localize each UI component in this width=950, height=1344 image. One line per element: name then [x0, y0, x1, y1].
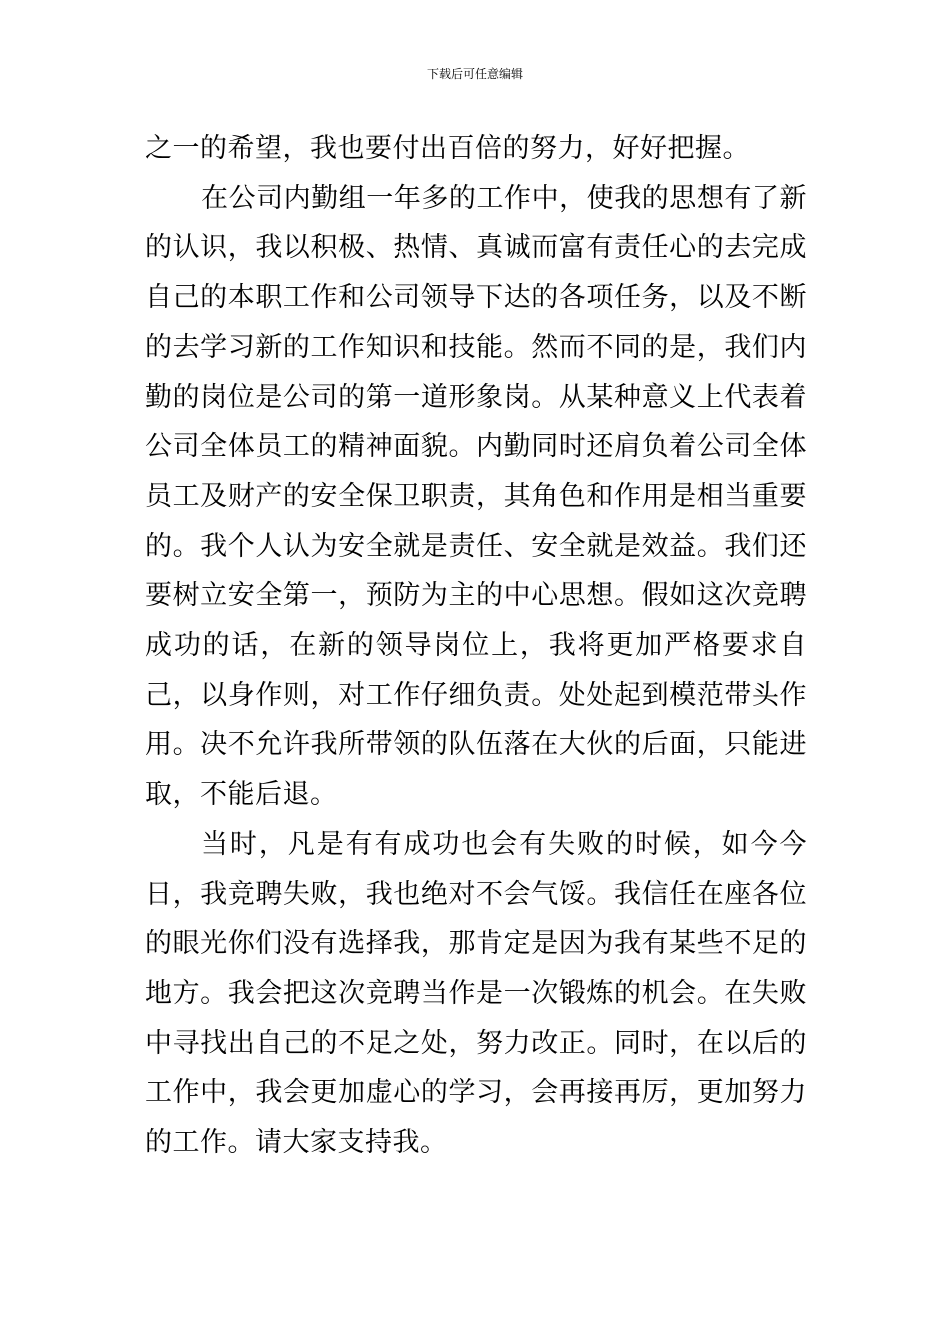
document-body: [145, 124, 807, 1168]
paragraph-closing: 当时，凡是有有成功也会有失败的时候，如今今日，我竞聘失败，我也绝对不会气馁。我信任在座各位的眼光你们没有选择我，那肯定是因为我有某些不足的地方。我会把这次竞聘当作是一次锻炼的机会。在失败中寻找出自己的不足之处，努力改正。同时，在以后的工作中，我会更加虚心的学习，会再接再厉，更加努力的工作。请大家支持我。: [145, 828, 807, 1159]
paragraph-work-experience: 在公司内勤组一年多的工作中，使我的思想有了新的认识，我以积极、热情、真诚而富有责任心的去完成自己的本职工作和公司领导下达的各项任务，以及不断的去学习新的工作知识和技能。然而不同的是，我们内勤的岗位是公司的第一道形象岗。从某种意义上代表着公司全体员工的精神面貌。内勤同时还肩负着公司全体员工及财产的安全保卫职责，其角色和作用是相当重要的。我个人认为安全就是责任、安全就是效益。我们还要树立安全第一，预防为主的中心思想。假如这次竞聘成功的话，在新的领导岗位上，我将更加严格要求自己，以身作则，对工作仔细负责。处处起到模范带头作用。决不允许我所带领的队伍落在大伙的后面，只能进取，不能后退。: [145, 182, 807, 811]
paragraph-continuation: 之一的希望，我也要付出百倍的努力，好好把握。: [145, 133, 750, 164]
page-header: 下载后可任意编辑: [426, 67, 523, 81]
